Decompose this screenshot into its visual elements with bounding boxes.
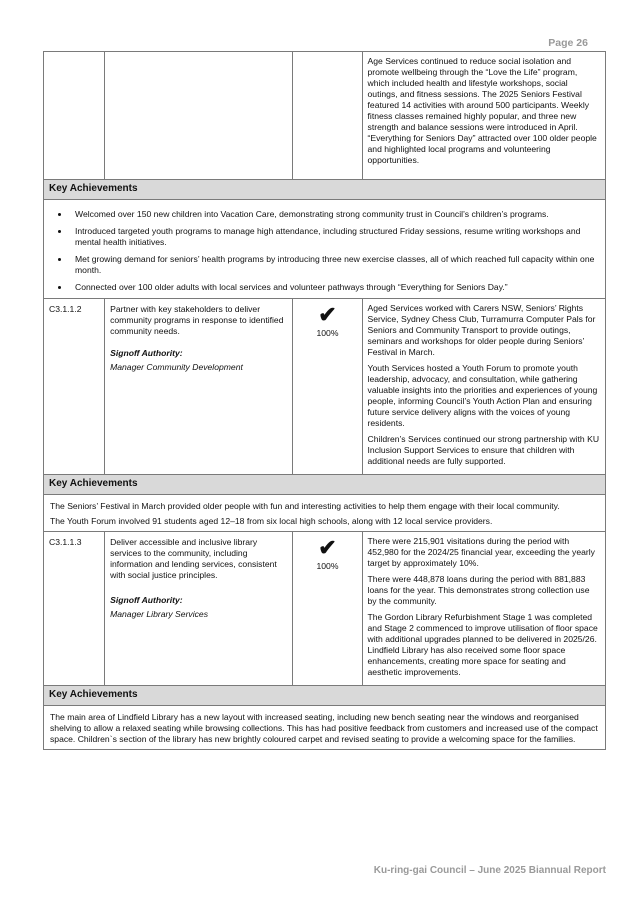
result-text: The Gordon Library Refurbishment Stage 1 was completed and Stage 2 commenced to improve utilisation of floor space with additional upgrades planned to be delivered in 2025/26. Lindfield Library has also received some floor space enhancements, creating more space for seating and aesthetic improvements. [367,612,598,677]
result-text: Age Services continued to reduce social isolation and promote wellbeing through the “Love the Life” program, which included health and lifestyle workshops, social outings, and fitness sessions. The 2025 Seniors Festival featured 14 activities with around 500 participants. Weekly fitness classes remained highly popular, and three new strength and balance sessions were introduced in April. “Everything for Seniors Day” attracted over 100 older people and highlighted local programs and volunteering opportunities. [367,56,597,165]
signoff-authority: Manager Community Development [110,362,243,372]
result-text: Children’s Services continued our strong partnership with KU Inclusion Support Services to ensure that children with additional needs are fully supported. [367,434,600,466]
page-number: Page 26 [548,37,588,49]
table-row [44,52,606,180]
code-cell [44,52,105,180]
result-text: There were 448,878 loans during the period with 881,883 loans for the year. This demonstrates strong collection use by the community. [367,574,590,606]
key-achievements-heading: Key Achievements [44,475,606,495]
list-item: • Welcomed over 150 new children into Vacation Care, demonstrating strong community trust in Council’s children’s programs. [70,209,599,220]
key-achievements-body-row [44,706,606,750]
progress-percent: 100% [316,561,339,571]
list-item: • Introduced targeted youth programs to manage high attendance, including structured Friday sessions, resume writing workshops and mental health initiatives. [70,226,599,248]
key-achievements-heading: Key Achievements [44,180,606,200]
table-row [44,299,606,475]
key-achievements-header-row [44,686,606,706]
key-achievements-list-cell [44,200,606,299]
description-cell [105,532,293,686]
checkmark-icon: ✔ [318,302,337,327]
progress-percent: 100% [316,328,339,338]
key-achievements-body-row [44,200,606,299]
checkmark-icon: ✔ [318,535,337,560]
key-achievements-heading: Key Achievements [44,686,606,706]
status-cell [293,299,362,475]
achievement-text: The Youth Forum involved 91 students aged 12–18 from six local high schools, along with 12 local service providers. [50,516,493,526]
table-row [44,532,606,686]
key-achievements-text-cell [44,495,606,532]
status-cell [293,52,362,180]
report-table [43,51,606,750]
result-text: Youth Services hosted a Youth Forum to promote youth leadership, advocacy, and consultation, while gathering valuable insights into the priorities and experiences of young people, informing Council’s Youth Action Plan and ensuring future service delivery aligns with the voices of young residents. [367,363,598,428]
signoff-authority: Manager Library Services [110,609,209,619]
key-achievements-header-row [44,180,606,200]
result-text: There were 215,901 visitations during the period with 452,980 for the 2024/25 financial year, exceeding the yearly target by approximately 10%. [367,536,595,568]
achievement-text: The Seniors’ Festival in March provided older people with fun and interesting activities to help them engage with their local community. [50,501,560,511]
report-footer: Ku-ring-gai Council – June 2025 Biannual Report [373,865,606,876]
status-cell [293,532,362,686]
signoff-label: Signoff Authority: [110,595,183,605]
achievement-text: The main area of Lindfield Library has a new layout with increased seating, including new bench seating near the windows and reorganised shelving to allow a relaxed seating while browsing collections. This has had positive feedback from customers and increased use of the compact space. Children`s section of the library has new brightly coloured carpet and revised seating to provide a welcoming space for the families. [50,712,598,744]
key-achievements-text-cell [44,706,606,750]
result-text: Aged Services worked with Carers NSW, Seniors’ Rights Service, Sydney Chess Club, Turramurra Computer Pals for Seniors and Community Transport to provide outings, seminars and workshops for older people during Seniors’ Festival in March. [367,303,596,357]
result-cell [362,532,605,686]
result-cell [362,299,605,475]
description-cell [105,299,293,475]
list-item: • Met growing demand for seniors’ health programs by introducing three new exercise classes, all of which reached full capacity within one month. [70,254,599,276]
action-code: C3.1.1.2 [44,299,105,475]
action-code: C3.1.1.3 [44,532,105,686]
key-achievements-header-row [44,475,606,495]
action-description: Partner with key stakeholders to deliver community programs in response to identified community needs. [110,304,284,336]
signoff-label: Signoff Authority: [110,348,183,358]
action-description: Deliver accessible and inclusive library services to the community, including information and lending services, consistent with social justice principles. [110,537,277,580]
list-item: • Connected over 100 older adults with local services and volunteer pathways through “Everything for Seniors Day.” [70,282,599,293]
result-cell [362,52,605,180]
key-achievements-body-row [44,495,606,532]
description-cell [105,52,293,180]
achievements-list [50,209,599,293]
